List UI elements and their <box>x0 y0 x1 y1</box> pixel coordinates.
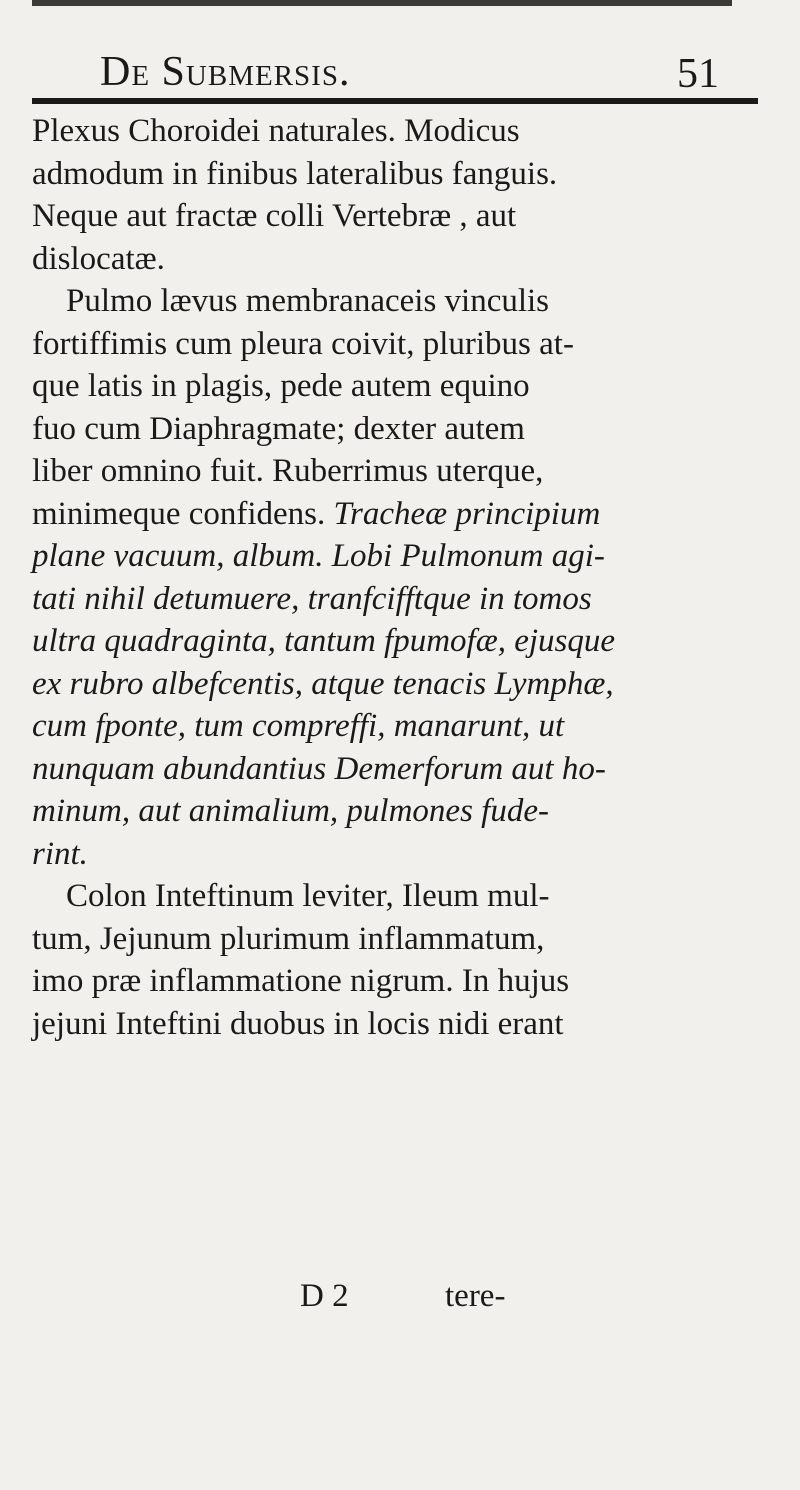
text-line-content: jejuni Inteftini duobus in locis nidi erant <box>32 1005 564 1042</box>
text-line-content: imo præ inflammatione nigrum. In hujus <box>32 963 570 999</box>
text-line-content: que latis in plagis, pede autem equino <box>32 368 530 404</box>
text-line-content: cum fponte, tum compreffi, manarunt, ut <box>32 708 565 744</box>
text-line-content: nunquam abundantius Demerforum aut ho- <box>32 750 606 787</box>
text-line <box>32 450 762 493</box>
text-line-italic-tail: Tracheæ principium <box>325 495 601 532</box>
text-line <box>32 153 762 196</box>
text-line <box>32 620 762 663</box>
text-line-content: Pulmo lævus membranaceis vinculis <box>66 283 550 319</box>
text-line <box>32 960 762 1003</box>
text-line <box>32 578 762 621</box>
running-head: De Submersis. <box>100 49 351 95</box>
text-line <box>32 280 762 323</box>
text-line <box>32 918 762 961</box>
text-line <box>32 195 762 238</box>
top-edge-rule <box>32 0 732 6</box>
page-number: 51 <box>677 51 719 97</box>
text-line-content: fuo cum Diaphragmate; dexter autem <box>32 410 525 447</box>
text-line-content: liber omnino fuit. Ruberrimus uterque, <box>32 453 544 489</box>
text-line <box>32 535 762 578</box>
text-line <box>32 110 762 153</box>
text-line <box>32 1003 762 1046</box>
text-line-content: rint. <box>32 835 88 872</box>
text-line <box>32 790 762 833</box>
text-line <box>32 365 762 408</box>
text-line <box>32 663 762 706</box>
text-line-content: dislocatæ. <box>32 240 165 277</box>
text-line-content: admodum in finibus lateralibus fanguis. <box>32 155 558 192</box>
header-rule <box>32 98 758 104</box>
text-line-content: tati nihil detumuere, tranfcifftque in tomos <box>32 580 592 617</box>
text-line-content: minum, aut animalium, pulmones fude- <box>32 793 549 829</box>
text-line-content: Colon Inteftinum leviter, Ileum mul- <box>66 878 550 914</box>
text-line-content: tum, Jejunum plurimum inflammatum, <box>32 920 545 957</box>
text-line-content: minimeque confidens. <box>32 495 326 532</box>
text-line <box>32 493 762 536</box>
text-line <box>32 748 762 791</box>
body-text <box>32 110 762 1045</box>
text-line <box>32 238 762 281</box>
text-line-content: ultra quadraginta, tantum fpumofæ, ejusque <box>32 623 616 659</box>
text-line-content: Plexus Choroidei naturales. Modicus <box>32 113 520 149</box>
text-line-content: plane vacuum, album. Lobi Pulmonum agi- <box>32 538 605 574</box>
text-line-content: fortiffimis cum pleura coivit, pluribus at- <box>32 325 574 362</box>
text-line <box>32 705 762 748</box>
text-line <box>32 875 762 918</box>
signature-mark: D 2 <box>300 1278 349 1314</box>
text-line <box>32 833 762 876</box>
text-line-content: Neque aut fractæ colli Vertebræ , aut <box>32 198 517 234</box>
footer-line <box>0 1278 800 1320</box>
text-line <box>32 323 762 366</box>
catchword: tere- <box>445 1278 506 1314</box>
text-line-content: ex rubro albefcentis, atque tenacis Lymphæ, <box>32 665 614 702</box>
text-line <box>32 408 762 451</box>
